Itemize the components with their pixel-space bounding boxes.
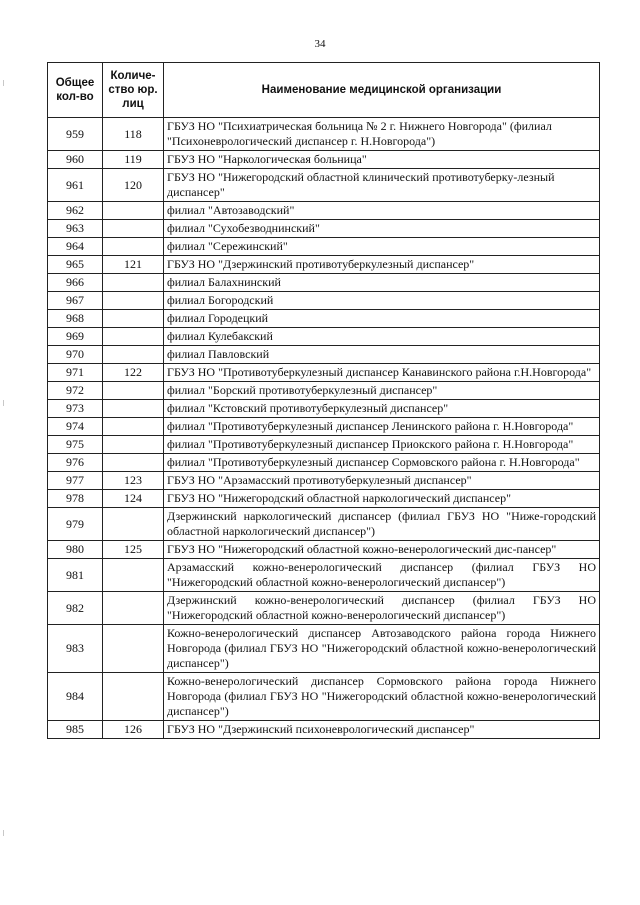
row-count xyxy=(103,202,164,220)
table-row xyxy=(48,559,600,592)
registry-table xyxy=(47,62,600,739)
table-row xyxy=(48,541,600,559)
row-total: 962 xyxy=(48,202,103,220)
row-total: 981 xyxy=(48,559,103,592)
table-row xyxy=(48,346,600,364)
row-name: ГБУЗ НО "Психиатрическая больница № 2 г. Нижнего Новгорода" (филиал "Психоневрологический диспансер г. Н.Новгорода") xyxy=(164,118,600,151)
row-total: 974 xyxy=(48,418,103,436)
row-count xyxy=(103,673,164,721)
row-name: Кожно-венерологический диспансер Сормовского района города Нижнего Новгорода (филиал ГБУЗ НО "Нижегородский областной кожно-венерологический диспансер") xyxy=(164,673,600,721)
row-total: 980 xyxy=(48,541,103,559)
row-name: ГБУЗ НО "Нижегородский областной клинический противотуберку-лезный диспансер" xyxy=(164,169,600,202)
scan-speck xyxy=(3,400,4,406)
row-name: Кожно-венерологический диспансер Автозаводского района города Нижнего Новгорода (филиал ГБУЗ НО "Нижегородский областной кожно-венерологический диспансер") xyxy=(164,625,600,673)
row-count xyxy=(103,346,164,364)
table-row xyxy=(48,274,600,292)
row-name: ГБУЗ НО "Дзержинский противотуберкулезный диспансер" xyxy=(164,256,600,274)
row-name: Дзержинский кожно-венерологический диспансер (филиал ГБУЗ НО "Нижегородский областной кожно-венерологический диспансер") xyxy=(164,592,600,625)
row-count xyxy=(103,559,164,592)
row-total: 970 xyxy=(48,346,103,364)
header-name: Наименование медицинской организации xyxy=(164,63,600,118)
row-total: 965 xyxy=(48,256,103,274)
row-count xyxy=(103,328,164,346)
row-total: 960 xyxy=(48,151,103,169)
row-total: 984 xyxy=(48,673,103,721)
row-count xyxy=(103,382,164,400)
table-row xyxy=(48,454,600,472)
row-name: филиал Городецкий xyxy=(164,310,600,328)
row-count: 125 xyxy=(103,541,164,559)
row-total: 977 xyxy=(48,472,103,490)
table-row xyxy=(48,151,600,169)
row-total: 971 xyxy=(48,364,103,382)
row-name: филиал "Сухобезводнинский" xyxy=(164,220,600,238)
row-count xyxy=(103,508,164,541)
table-row xyxy=(48,625,600,673)
row-name: филиал Кулебакский xyxy=(164,328,600,346)
row-name: филиал "Кстовский противотуберкулезный диспансер" xyxy=(164,400,600,418)
row-count: 119 xyxy=(103,151,164,169)
row-total: 983 xyxy=(48,625,103,673)
table-row xyxy=(48,508,600,541)
row-name: филиал Балахнинский xyxy=(164,274,600,292)
table-row xyxy=(48,220,600,238)
scan-speck xyxy=(3,830,4,836)
header-total: Общее кол-во xyxy=(48,63,103,118)
row-name: филиал "Противотуберкулезный диспансер Ленинского района г. Н.Новгорода" xyxy=(164,418,600,436)
header-count: Количе-ство юр. лиц xyxy=(103,63,164,118)
row-count: 121 xyxy=(103,256,164,274)
row-total: 975 xyxy=(48,436,103,454)
row-total: 979 xyxy=(48,508,103,541)
row-name: филиал "Сережинский" xyxy=(164,238,600,256)
row-count: 123 xyxy=(103,472,164,490)
row-name: филиал "Автозаводский" xyxy=(164,202,600,220)
scan-speck xyxy=(3,80,4,86)
row-total: 982 xyxy=(48,592,103,625)
header-row xyxy=(48,63,600,118)
table-row xyxy=(48,436,600,454)
table-row xyxy=(48,490,600,508)
row-total: 969 xyxy=(48,328,103,346)
row-total: 973 xyxy=(48,400,103,418)
row-count xyxy=(103,418,164,436)
row-total: 963 xyxy=(48,220,103,238)
row-name: ГБУЗ НО "Дзержинский психоневрологический диспансер" xyxy=(164,721,600,739)
row-name: филиал "Противотуберкулезный диспансер Приокского района г. Н.Новгорода" xyxy=(164,436,600,454)
row-name: филиал "Противотуберкулезный диспансер Сормовского района г. Н.Новгорода" xyxy=(164,454,600,472)
row-count xyxy=(103,454,164,472)
row-total: 964 xyxy=(48,238,103,256)
row-name: филиал Богородский xyxy=(164,292,600,310)
table-row xyxy=(48,400,600,418)
table-row xyxy=(48,238,600,256)
row-total: 985 xyxy=(48,721,103,739)
table-row xyxy=(48,592,600,625)
row-count xyxy=(103,436,164,454)
table-row xyxy=(48,382,600,400)
table-row xyxy=(48,292,600,310)
table-row xyxy=(48,310,600,328)
row-count xyxy=(103,238,164,256)
table-row xyxy=(48,721,600,739)
table-row xyxy=(48,364,600,382)
row-total: 966 xyxy=(48,274,103,292)
row-name: филиал "Борский противотуберкулезный диспансер" xyxy=(164,382,600,400)
row-name: ГБУЗ НО "Нижегородский областной кожно-венерологический дис-пансер" xyxy=(164,541,600,559)
table-row xyxy=(48,256,600,274)
table-row xyxy=(48,328,600,346)
row-total: 968 xyxy=(48,310,103,328)
row-name: Дзержинский наркологический диспансер (филиал ГБУЗ НО "Ниже-городский областной наркологический диспансер") xyxy=(164,508,600,541)
table-row xyxy=(48,418,600,436)
row-name: филиал Павловский xyxy=(164,346,600,364)
row-count xyxy=(103,274,164,292)
row-total: 959 xyxy=(48,118,103,151)
table-row xyxy=(48,202,600,220)
row-count: 126 xyxy=(103,721,164,739)
row-count xyxy=(103,400,164,418)
row-count xyxy=(103,292,164,310)
row-count xyxy=(103,625,164,673)
row-total: 978 xyxy=(48,490,103,508)
table-row xyxy=(48,118,600,151)
table-row xyxy=(48,472,600,490)
table-row xyxy=(48,169,600,202)
row-name: ГБУЗ НО "Противотуберкулезный диспансер Канавинского района г.Н.Новгорода" xyxy=(164,364,600,382)
row-name: ГБУЗ НО "Арзамасский противотуберкулезный диспансер" xyxy=(164,472,600,490)
row-total: 961 xyxy=(48,169,103,202)
row-name: ГБУЗ НО "Нижегородский областной наркологический диспансер" xyxy=(164,490,600,508)
row-total: 976 xyxy=(48,454,103,472)
row-total: 972 xyxy=(48,382,103,400)
row-total: 967 xyxy=(48,292,103,310)
row-count xyxy=(103,592,164,625)
row-count xyxy=(103,220,164,238)
row-count: 118 xyxy=(103,118,164,151)
row-name: Арзамасский кожно-венерологический диспансер (филиал ГБУЗ НО "Нижегородский областной кожно-венерологический диспансер") xyxy=(164,559,600,592)
table-row xyxy=(48,673,600,721)
row-count xyxy=(103,310,164,328)
row-name: ГБУЗ НО "Наркологическая больница" xyxy=(164,151,600,169)
row-count: 124 xyxy=(103,490,164,508)
row-count: 122 xyxy=(103,364,164,382)
page-number: 34 xyxy=(314,38,326,50)
row-count: 120 xyxy=(103,169,164,202)
